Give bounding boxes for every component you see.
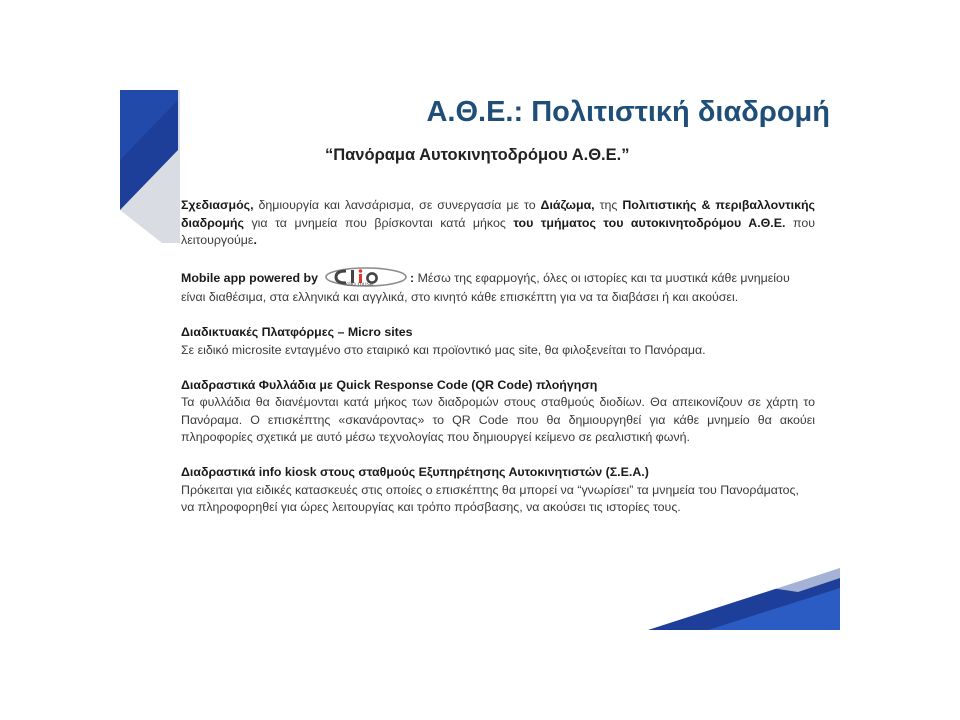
qr-leaflets-text: Τα φυλλάδια θα διανέμονται κατά μήκος των διαδρομών στους σταθμούς διοδίων. Θα απεικονίζουν σε χάρτη το Πανόραμα. Ο επισκέπτης «σκανάροντας» το QR Code που θα δημιουργηθεί για κάθε μνημείο θα ακούει πληροφορίες σχετικά με αυτό μέσω τεχνολογίας που δημιουργεί κείμενο σε ρεαλιστική φωνή. [181, 395, 815, 444]
clio-muse-logo [324, 267, 408, 289]
slide-body [181, 197, 815, 534]
section-micro-sites [181, 324, 815, 359]
design-text-1: δημιουργία και λανσάρισμα, σε συνεργασία με το [253, 198, 541, 212]
design-text-3: για τα μνημεία που βρίσκονται κατά μήκος [243, 215, 514, 230]
mobile-app-text: Μέσω της εφαρμογής, όλες οι ιστορίες και τα μυστικά κάθε μνημείου είναι διαθέσιμα, στα ελληνικά και αγγλικά, στο κινητό κάθε επισκέπτη για να τα διαβάσει ή και ακούσει. [181, 271, 790, 304]
qr-leaflets-heading: Διαδραστικά Φυλλάδια με Quick Response Code (QR Code) πλοήγηση [181, 377, 598, 392]
design-text-4: που λειτουργούμε [181, 215, 816, 247]
presentation-slide [120, 90, 840, 630]
micro-sites-text: Σε ειδικό microsite ενταγμένο στο εταιρικό και προϊοντικό μας site, θα φιλοξενείται το Πανόραμα. [181, 342, 706, 357]
design-text-2: της [594, 198, 623, 212]
design-period: . [253, 233, 257, 247]
clio-muse-logo-text: clio muse [346, 281, 374, 288]
mobile-app-colon: : [410, 271, 415, 285]
corner-decoration-bottom-right [648, 568, 840, 630]
slide-subtitle: “Πανόραμα Αυτοκινητοδρόμου Α.Θ.Ε.” [325, 146, 630, 164]
slide-title: Α.Θ.Ε.: Πολιτιστική διαδρομή [426, 96, 830, 128]
section-design [181, 197, 815, 250]
section-mobile-app [181, 267, 815, 307]
section-qr-leaflets [181, 377, 815, 447]
design-bold-4: του τμήματος του αυτοκινητοδρόμου Α.Θ.Ε. [513, 215, 786, 230]
micro-sites-heading: Διαδικτυακές Πλατφόρμες – Micro sites [181, 325, 413, 339]
mobile-app-lead: Mobile app powered by [181, 271, 318, 285]
info-kiosk-heading: Διαδραστικά info kiosk στους σταθμούς Εξυπηρέτησης Αυτοκινητιστών (Σ.Ε.Α.) [181, 465, 649, 479]
design-bold-1: Σχεδιασμός, [181, 198, 254, 212]
section-info-kiosk [181, 464, 815, 517]
info-kiosk-text: Πρόκειται για ειδικές κατασκευές στις οποίες ο επισκέπτης θα μπορεί να “γνωρίσει” τα μνημεία του Πανοράματος, να πληροφορηθεί για ώρες λειτουργίας και τρόπο πρόσβασης, να ακούσει τις ιστορίες τους. [181, 482, 799, 514]
corner-decoration-top-left [120, 90, 180, 250]
design-bold-2: Διάζωμα, [540, 198, 595, 212]
design-bold-3: Πολιτιστικής & περιβαλλοντικής διαδρομής [181, 198, 815, 230]
